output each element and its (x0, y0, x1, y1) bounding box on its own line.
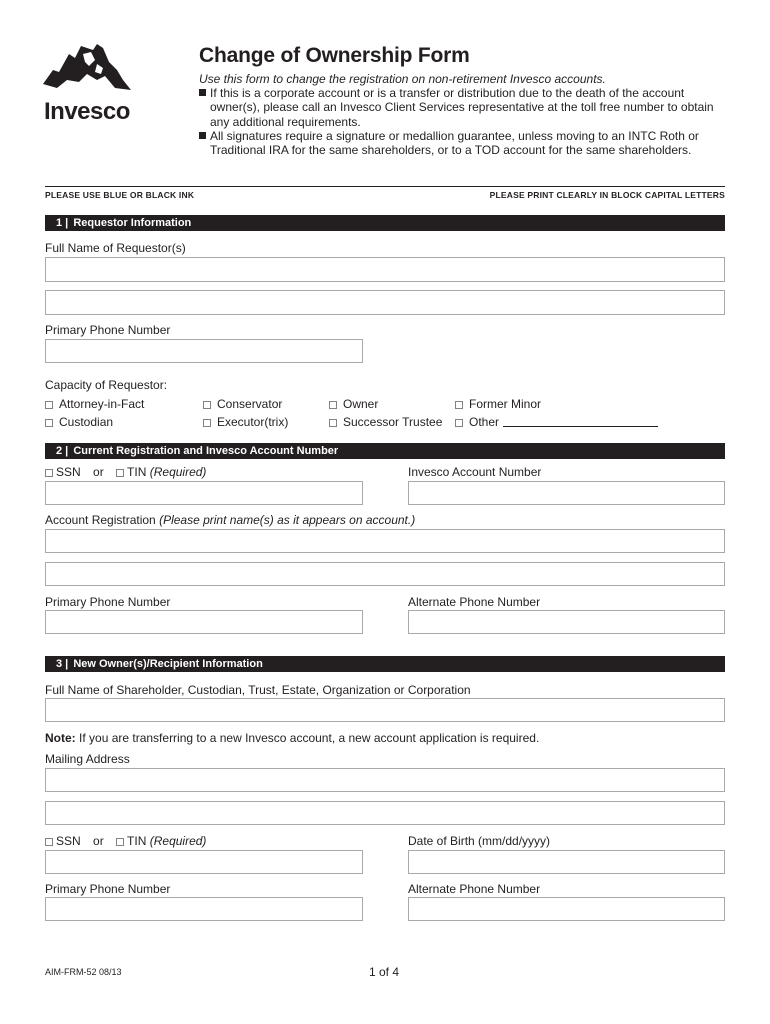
capacity-option-successor-trustee[interactable]: Successor Trustee (329, 415, 442, 429)
print-note: PLEASE PRINT CLEARLY IN BLOCK CAPITAL LETTERS (489, 190, 725, 200)
ssn-tin-selector: SSN or TIN (Required) (45, 465, 206, 479)
full-name-label: Full Name of Requestor(s) (45, 241, 186, 255)
page-number: 1 of 4 (369, 965, 400, 979)
checkbox[interactable] (329, 401, 337, 409)
account-number-field[interactable] (408, 481, 725, 505)
intro-bullet: If this is a corporate account or is a transfer or distribution due to the death of the account owner(s), please call an Invesco Client Services representative at the toll free number to obtain any additional requirements. (199, 86, 729, 129)
tin-checkbox[interactable] (116, 838, 124, 846)
checkbox[interactable] (45, 419, 53, 427)
new-owner-name-field[interactable] (45, 698, 725, 722)
new-owner-primary-phone-field[interactable] (45, 897, 363, 921)
primary-phone-label: Primary Phone Number (45, 595, 171, 609)
current-primary-phone-field[interactable] (45, 610, 363, 634)
divider (45, 186, 725, 187)
square-bullet-icon (199, 132, 206, 139)
form-code: AIM-FRM-52 08/13 (45, 967, 122, 977)
section-1-header: 1 | Requestor Information (45, 215, 725, 231)
new-owner-name-label: Full Name of Shareholder, Custodian, Trust, Estate, Organization or Corporation (45, 683, 471, 697)
mountain-icon (43, 44, 133, 96)
invesco-logo (40, 44, 140, 124)
primary-phone-label: Primary Phone Number (45, 882, 171, 896)
new-owner-alternate-phone-field[interactable] (408, 897, 725, 921)
checkbox[interactable] (455, 419, 463, 427)
capacity-option-attorney[interactable]: Attorney-in-Fact (45, 397, 144, 411)
primary-phone-label: Primary Phone Number (45, 323, 171, 337)
alternate-phone-label: Alternate Phone Number (408, 595, 541, 609)
tin-checkbox[interactable] (116, 469, 124, 477)
account-registration-label: Account Registration (Please print name(s) as it appears on account.) (45, 513, 416, 527)
capacity-option-owner[interactable]: Owner (329, 397, 378, 411)
mailing-address-label: Mailing Address (45, 752, 130, 766)
new-owner-ssn-tin-field[interactable] (45, 850, 363, 874)
account-registration-field-1[interactable] (45, 529, 725, 553)
account-registration-field-2[interactable] (45, 562, 725, 586)
requestor-name-field-2[interactable] (45, 290, 725, 315)
intro-text (199, 72, 729, 157)
capacity-option-former-minor[interactable]: Former Minor (455, 397, 541, 411)
checkbox[interactable] (329, 419, 337, 427)
intro-line: Use this form to change the registration on non-retirement Invesco accounts. (199, 72, 606, 86)
checkbox[interactable] (203, 419, 211, 427)
mailing-address-field-1[interactable] (45, 768, 725, 792)
intro-bullet: All signatures require a signature or medallion guarantee, unless moving to an INTC Roth or Traditional IRA for the same shareholders, or to a TOD account for the same shareholders. (199, 129, 729, 157)
checkbox[interactable] (203, 401, 211, 409)
requestor-phone-field[interactable] (45, 339, 363, 363)
brand-name: Invesco (44, 98, 130, 125)
section-2-header: 2 | Current Registration and Invesco Account Number (45, 443, 725, 459)
page-title: Change of Ownership Form (199, 44, 470, 67)
alternate-phone-label: Alternate Phone Number (408, 882, 541, 896)
account-number-label: Invesco Account Number (408, 465, 542, 479)
new-account-note: Note: If you are transferring to a new Invesco account, a new account application is required. (45, 731, 540, 745)
checkbox[interactable] (455, 401, 463, 409)
ssn-tin-selector: SSN or TIN (Required) (45, 834, 206, 848)
capacity-option-executor[interactable]: Executor(trix) (203, 415, 288, 429)
date-of-birth-field[interactable] (408, 850, 725, 874)
capacity-label: Capacity of Requestor: (45, 378, 168, 392)
current-alternate-phone-field[interactable] (408, 610, 725, 634)
capacity-option-other[interactable]: Other (455, 415, 658, 429)
checkbox[interactable] (45, 401, 53, 409)
mailing-address-field-2[interactable] (45, 801, 725, 825)
capacity-option-custodian[interactable]: Custodian (45, 415, 113, 429)
current-ssn-tin-field[interactable] (45, 481, 363, 505)
ssn-checkbox[interactable] (45, 469, 53, 477)
square-bullet-icon (199, 89, 206, 96)
ink-note: PLEASE USE BLUE OR BLACK INK (45, 190, 195, 200)
date-of-birth-label: Date of Birth (mm/dd/yyyy) (408, 834, 551, 848)
ssn-checkbox[interactable] (45, 838, 53, 846)
capacity-option-conservator[interactable]: Conservator (203, 397, 282, 411)
other-write-in-line[interactable] (503, 426, 658, 427)
section-3-header: 3 | New Owner(s)/Recipient Information (45, 656, 725, 672)
requestor-name-field-1[interactable] (45, 257, 725, 282)
